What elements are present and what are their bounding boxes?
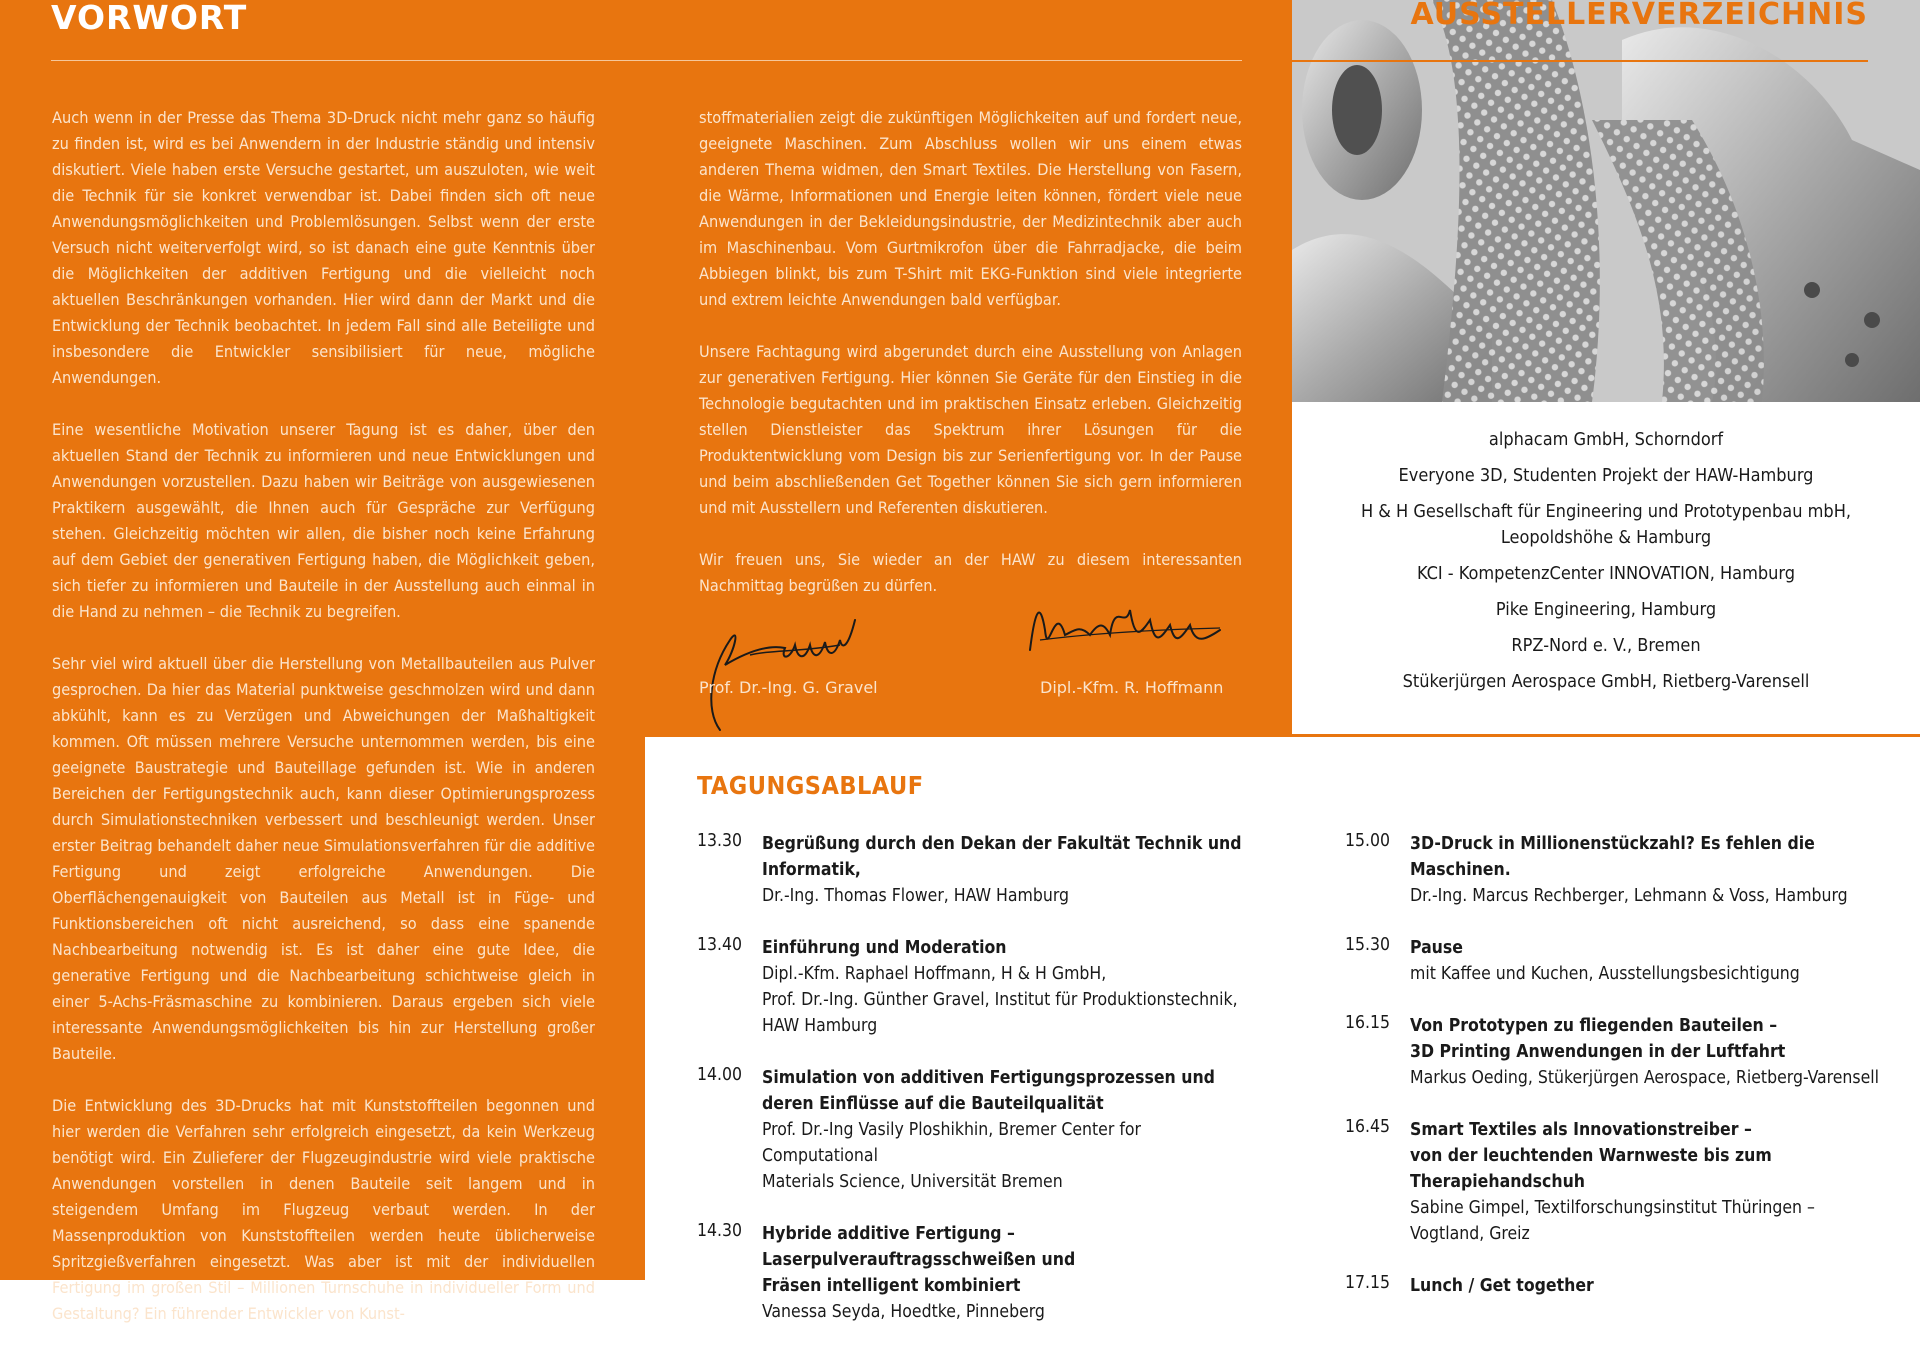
exhibitor-entry: Pike Engineering, Hamburg <box>1495 599 1717 620</box>
program-item <box>697 831 1257 909</box>
vorwort-left-column <box>52 105 595 1327</box>
program-speaker: Prof. Dr.-Ing. Günther Gravel, Institut für Produktionstechnik, <box>762 990 1238 1010</box>
program-left-column <box>697 831 1257 1351</box>
program-speaker: Sabine Gimpel, Textilforschungsinstitut Thüringen – <box>1410 1198 1815 1218</box>
program-speaker: HAW Hamburg <box>762 1016 878 1036</box>
program-details <box>1410 831 1905 909</box>
program-item <box>697 935 1257 1039</box>
program-speaker: Dr.-Ing. Thomas Flower, HAW Hamburg <box>762 886 1069 906</box>
paragraph: Sehr viel wird aktuell über die Herstellung von Metallbauteilen aus Pulver gesprochen. Da hier das Material punktweise geschmolzen wird und dann abkühlt, kann es zu Verzügen und Abweichungen der Maßhaltigkeit kommen. Oft müssen mehrere Versuche unternommen werden, bis eine geeignete Baustrategie und Bauteillage gefunden ist. Wie in anderen Bereichen der Fertigungstechnik auch, kann dieser Optimierungsprozess durch Simulationstechniken verbessert und beschleunigt werden. Unser erster Beitrag behandelt daher neue Simulationsverfahren für die additive Fertigung und zeigt erfolgreiche Anwendungen. Die Oberflächengenauigkeit von Bauteilen aus Metall ist in Füge- und Funktionsbereichen oft nicht ausreichend, so dass eine spanende Nachbearbeitung notwendig ist. Es ist daher eine gute Idee, die generative Fertigung und die Nachbearbeitung schichtweise gleich in einer 5-Achs-Fräsmaschine zu kombinieren. Daraus ergeben sich viele interessante Anwendungsmöglichkeiten bis hin zur Herstellung großer Bauteile. <box>52 654 595 1063</box>
program-topic: Fräsen intelligent kombiniert <box>762 1276 1021 1296</box>
program-topic: Einführung und Moderation <box>762 938 1007 958</box>
program-item <box>1345 1273 1905 1299</box>
program-item <box>697 1065 1257 1195</box>
exhibitor-list-title: AUSSTELLERVERZEICHNIS <box>1410 0 1868 32</box>
signature-hoffmann-image <box>1020 590 1230 680</box>
program-time: 15.30 <box>1345 935 1391 955</box>
program-speaker: Vanessa Seyda, Hoedtke, Pinneberg <box>762 1302 1045 1322</box>
program-details <box>762 1221 1257 1325</box>
paragraph: Auch wenn in der Presse das Thema 3D-Druck nicht mehr ganz so häufig zu finden ist, wird es bei Anwendern in der Industrie ständig und intensiv diskutiert. Viele haben erste Versuche gestartet, um auszuloten, wie weit die Technik für sie konkret verwendbar ist. Dabei finden sich oft neue Anwendungsmöglichkeiten und Problemlösungen. Selbst wenn der erste Versuch nicht weiterverfolgt wird, so ist danach eine gute Kenntnis über die Möglichkeiten der additiven Fertigung und die vielleicht noch aktuellen Beschränkungen vorhanden. Hier wird dann der Markt und die Entwicklung der Technik beobachtet. In jedem Fall sind alle Beteiligte und insbesondere die Entwickler sensibilisiert für neue, mögliche Anwendungen. <box>52 108 595 387</box>
program-speaker: Materials Science, Universität Bremen <box>762 1172 1063 1192</box>
program-details <box>1410 1013 1905 1091</box>
exhibitor-title-divider <box>1292 60 1868 62</box>
program-time: 16.15 <box>1345 1013 1391 1033</box>
paragraph: Wir freuen uns, Sie wieder an der HAW zu diesem interessanten Nachmittag begrüßen zu dürfen. <box>699 550 1242 595</box>
program-time: 17.15 <box>1345 1273 1391 1293</box>
program-item <box>1345 1117 1905 1247</box>
program-topic: Smart Textiles als Innovationstreiber – <box>1410 1120 1752 1140</box>
exhibitor-entry: alphacam GmbH, Schorndorf <box>1488 429 1724 450</box>
program-topic: 3D-Druck in Millionenstückzahl? Es fehlen die Maschinen. <box>1410 834 1815 880</box>
program-topic: von der leuchtenden Warnweste bis zum Therapiehandschuh <box>1410 1146 1772 1192</box>
program-topic: Begrüßung durch den Dekan der Fakultät Technik und Informatik, <box>762 834 1242 880</box>
program-time: 13.30 <box>697 831 743 851</box>
exhibitor-list <box>1292 427 1920 705</box>
program-speaker: Dipl.-Kfm. Raphael Hoffmann, H & H GmbH, <box>762 964 1107 984</box>
exhibitor-entry: H & H Gesellschaft für Engineering und Prototypenbau mbH, Leopoldshöhe & Hamburg <box>1360 501 1852 548</box>
paragraph: Die Entwicklung des 3D-Drucks hat mit Kunststoffteilen begonnen und hier werden die Verfahren sehr erfolgreich eingesetzt, da kein Werkzeug benötigt wird. Ein Zulieferer der Flugzeugindustrie wird viele praktische Anwendungen vorstellen in denen Bauteile seit langem und in steigendem Umfang im Flugzeug verbaut werden. In der Massenproduktion von Kunststoffteilen werden heute üblicherweise Spritzgießverfahren eingesetzt. Was aber ist mit der individuellen Fertigung im großen Stil – Millionen Turnschuhe in individueller Form und Gestaltung? Ein führender Entwickler von Kunst- <box>52 1096 595 1323</box>
exhibitor-entry: KCI - KompetenzCenter INNOVATION, Hamburg <box>1416 563 1796 584</box>
program-item <box>1345 935 1905 987</box>
title-divider <box>51 60 1242 61</box>
exhibitor-entry: Stükerjürgen Aerospace GmbH, Rietberg-Varensell <box>1402 671 1810 692</box>
program-time: 16.45 <box>1345 1117 1391 1137</box>
signature-gravel-image <box>690 590 870 735</box>
program-topic: Hybride additive Fertigung – Laserpulverauftragsschweißen und <box>762 1224 1076 1270</box>
program-speaker: mit Kaffee und Kuchen, Ausstellungsbesichtigung <box>1410 964 1800 984</box>
signature-name-gravel: Prof. Dr.-Ing. G. Gravel <box>699 678 878 697</box>
program-right-column <box>1345 831 1905 1325</box>
vorwort-right-column <box>699 105 1242 599</box>
program-time: 14.30 <box>697 1221 743 1241</box>
program-topic: deren Einflüsse auf die Bauteilqualität <box>762 1094 1104 1114</box>
program-topic: Simulation von additiven Fertigungsprozessen und <box>762 1068 1215 1088</box>
program-time: 13.40 <box>697 935 743 955</box>
program-details <box>762 1065 1257 1195</box>
program-item <box>1345 1013 1905 1091</box>
program-item <box>697 1221 1257 1325</box>
program-speaker: Markus Oeding, Stükerjürgen Aerospace, Rietberg-Varensell <box>1410 1068 1880 1088</box>
program-details <box>762 935 1257 1039</box>
signature-name-hoffmann: Dipl.-Kfm. R. Hoffmann <box>1040 678 1224 697</box>
program-time: 15.00 <box>1345 831 1391 851</box>
program-topic: Lunch / Get together <box>1410 1276 1594 1296</box>
section-divider <box>645 734 1920 737</box>
program-topic: Von Prototypen zu fliegenden Bauteilen – <box>1410 1016 1778 1036</box>
exhibitor-entry: RPZ-Nord e. V., Bremen <box>1511 635 1701 656</box>
program-time: 14.00 <box>697 1065 743 1085</box>
program-details <box>1410 1117 1905 1247</box>
program-item <box>1345 831 1905 909</box>
vorwort-title: VORWORT <box>51 0 248 37</box>
program-details <box>1410 935 1905 987</box>
program-details <box>762 831 1257 909</box>
program-title: TAGUNGSABLAUF <box>697 771 924 800</box>
program-topic: 3D Printing Anwendungen in der Luftfahrt <box>1410 1042 1786 1062</box>
program-topic: Pause <box>1410 938 1463 958</box>
program-details <box>1410 1273 1905 1299</box>
program-speaker: Prof. Dr.-Ing Vasily Ploshikhin, Bremer Center for Computational <box>762 1120 1141 1166</box>
paragraph: Unsere Fachtagung wird abgerundet durch eine Ausstellung von Anlagen zur generativen Fertigung. Hier können Sie Geräte für den Einstieg in die Technologie begutachten und im praktischen Einsatz erleben. Gleichzeitig stellen Dienstleister das Spektrum ihrer Lösungen für die Produktentwicklung vom Design bis zur Serienfertigung vor. In der Pause und beim abschließenden Get Together können Sie sich gern informieren und mit Ausstellern und Referenten diskutieren. <box>699 342 1242 517</box>
program-speaker: Vogtland, Greiz <box>1410 1224 1530 1244</box>
program-speaker: Dr.-Ing. Marcus Rechberger, Lehmann & Voss, Hamburg <box>1410 886 1848 906</box>
paragraph: Eine wesentliche Motivation unserer Tagung ist es daher, über den aktuellen Stand der Technik zu informieren und neue Entwicklungen und Anwendungen vorzustellen. Dazu haben wir Beiträge von ausgewiesenen Praktikern ausgewählt, die Ihnen auch für Gespräche zur Verfügung stehen. Gleichzeitig möchten wir allen, die bisher noch keine Erfahrung auf dem Gebiet der generativen Fertigung haben, die Möglichkeit geben, sich tiefer zu informieren und Bauteile in der Ausstellung auch einmal in die Hand zu nehmen – die Technik zu begreifen. <box>52 420 595 621</box>
exhibitor-entry: Everyone 3D, Studenten Projekt der HAW-Hamburg <box>1398 465 1814 486</box>
paragraph: stoffmaterialien zeigt die zukünftigen Möglichkeiten auf und fordert neue, geeignete Maschinen. Zum Abschluss wollen wir uns einem etwas anderen Thema widmen, den Smart Textiles. Die Herstellung von Fasern, die Wärme, Informationen und Energie leiten können, fördert viele neue Anwendungen in der Bekleidungsindustrie, der Medizintechnik aber auch im Maschinenbau. Vom Gurtmikrofon über die Fahrradjacke, die beim Abbiegen blinkt, bis zum T-Shirt mit EKG-Funktion sind viele integrierte und extrem leichte Anwendungen bald verfügbar. <box>699 108 1242 309</box>
